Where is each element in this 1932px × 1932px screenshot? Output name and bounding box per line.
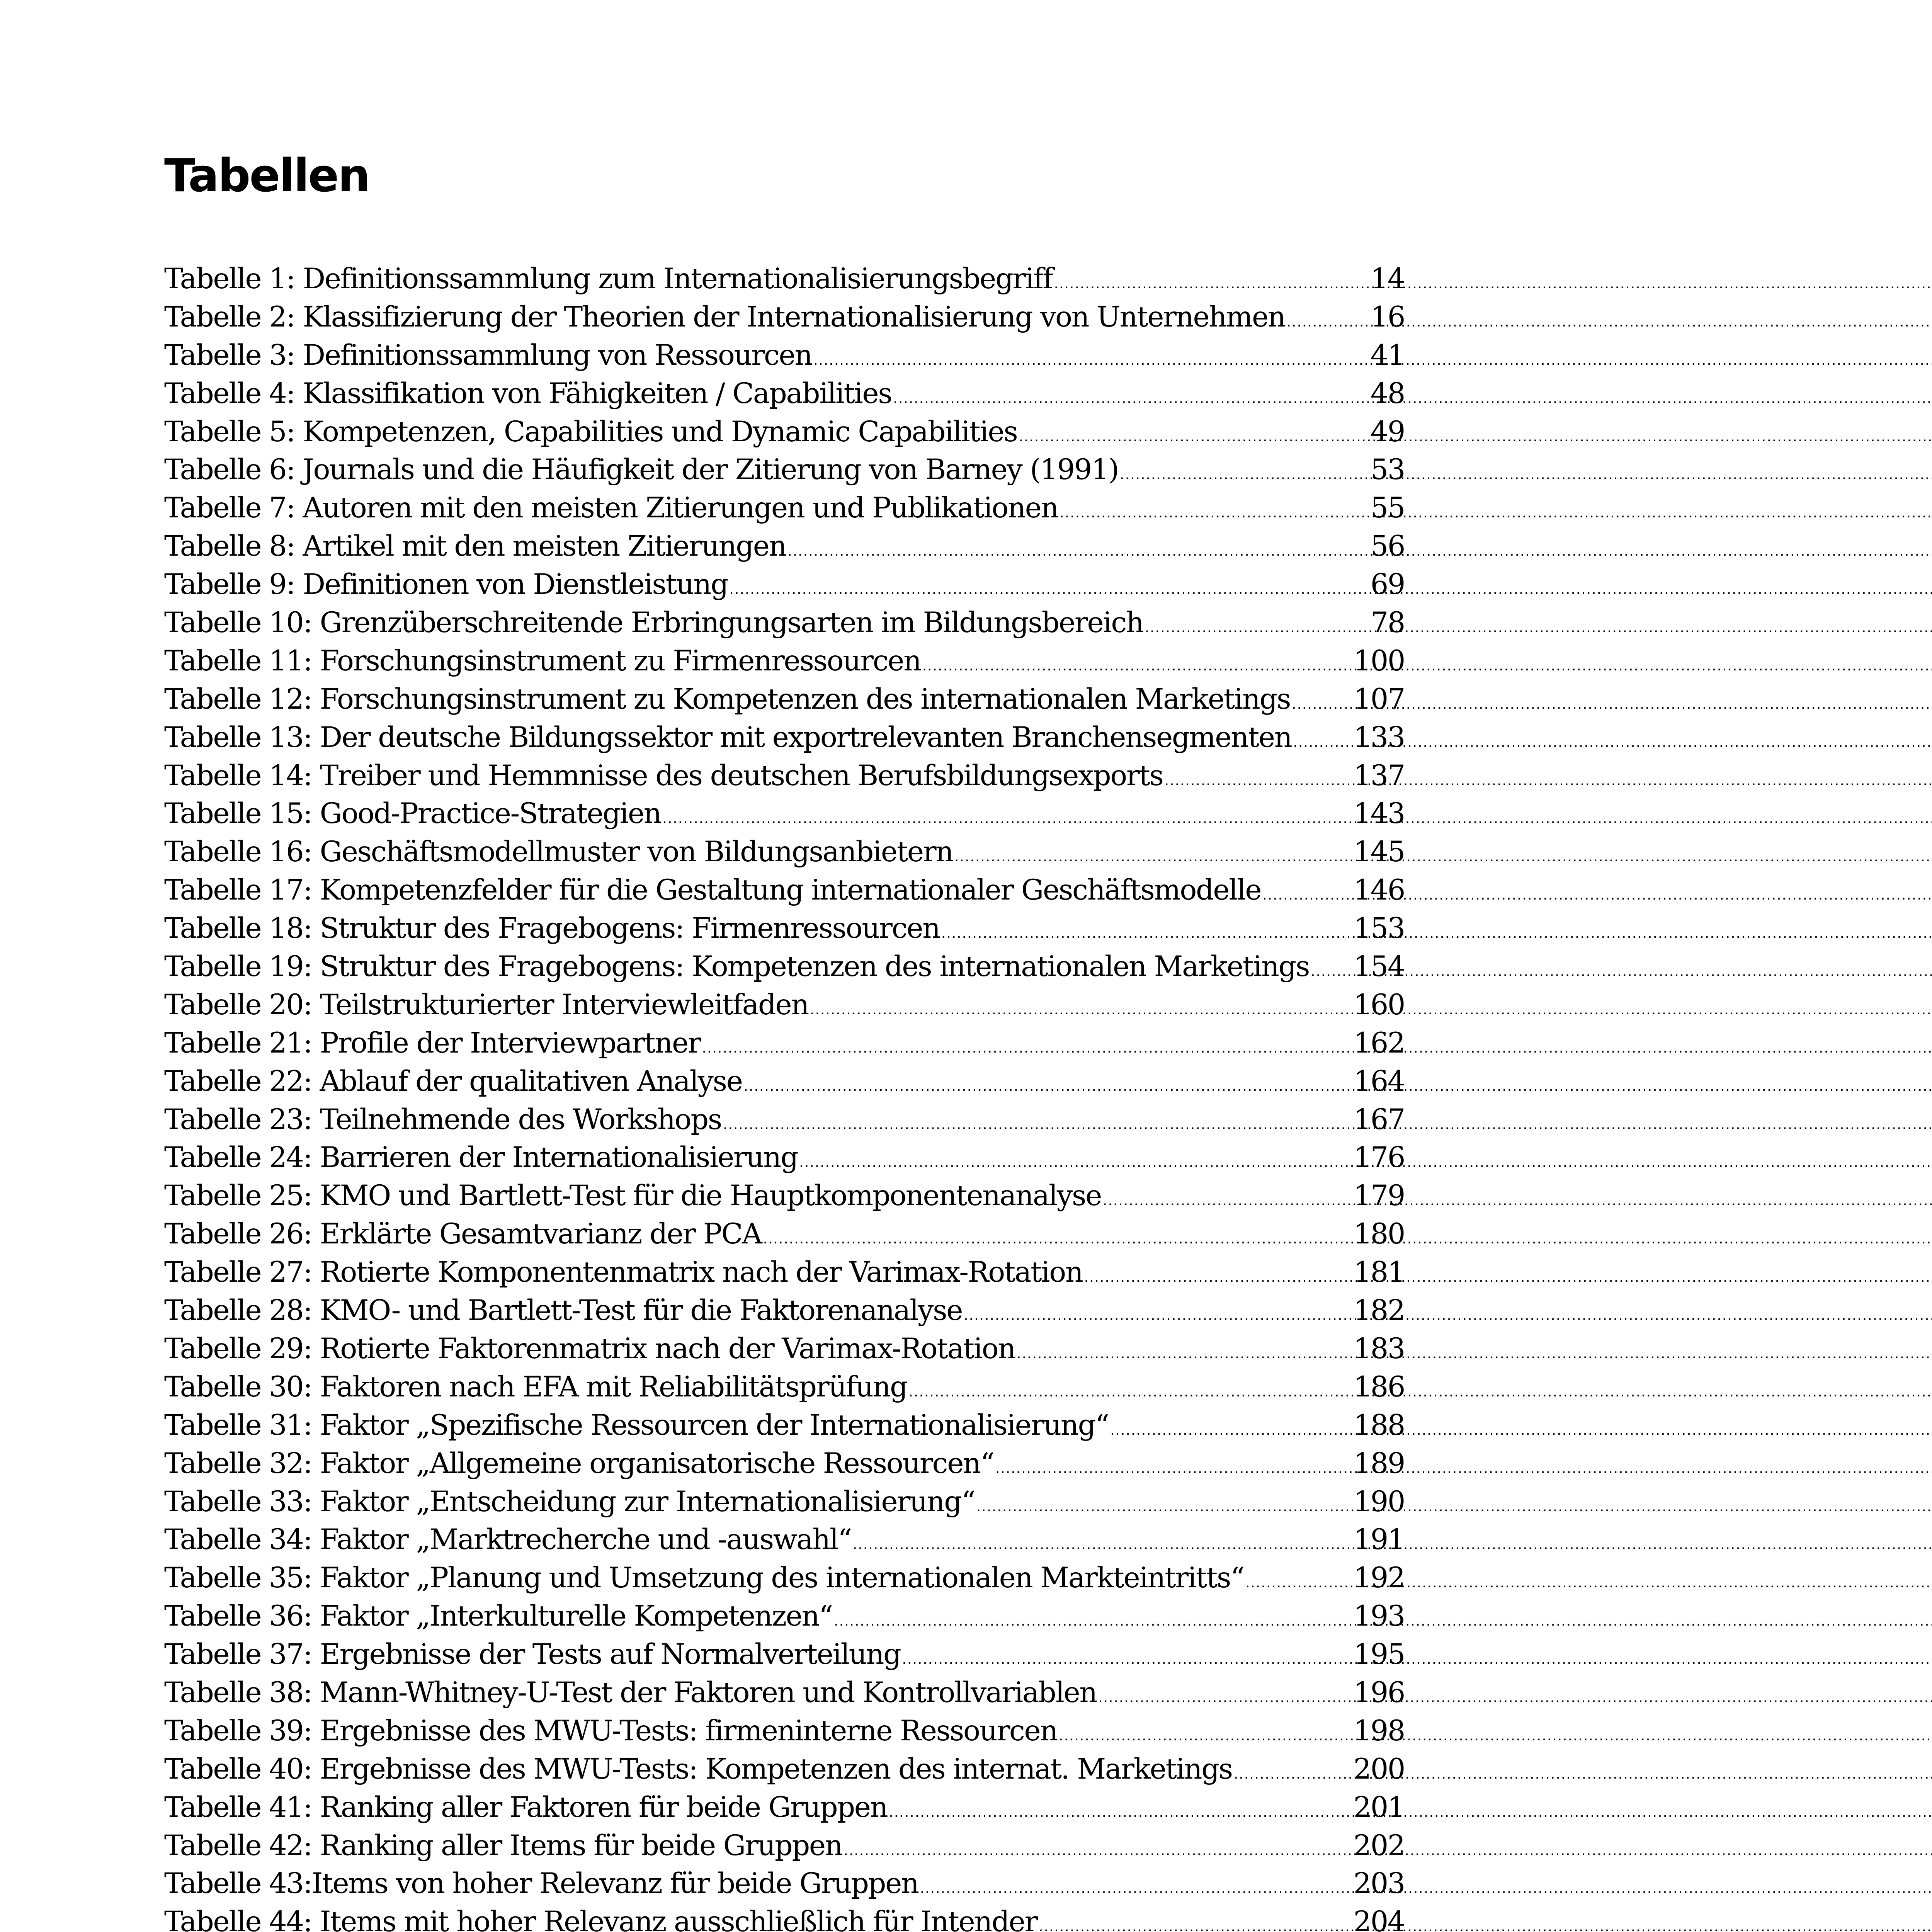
toc-entry-page-number: 202 <box>1353 1829 1405 1862</box>
toc-entry-label: Tabelle 31: Faktor „Spezifische Ressourcen der Internationalisierung“ <box>164 1408 1109 1442</box>
toc-entry-page-number: 56 <box>1370 530 1405 563</box>
toc-entry-label: Tabelle 4: Klassifikation von Fähigkeiten / Capabilities <box>164 377 892 410</box>
toc-entry-label: Tabelle 23: Teilnehmende des Workshops <box>164 1103 721 1136</box>
dot-leader <box>1262 888 1352 902</box>
dot-leader <box>1165 774 1352 788</box>
toc-entry-page-number: 100 <box>1353 644 1405 677</box>
toc-entry-label: Tabelle 24: Barrieren der Internationalisierung <box>164 1141 798 1174</box>
dot-leader <box>702 1041 1352 1055</box>
toc-entry[interactable] <box>164 799 1405 838</box>
toc-entry[interactable] <box>164 914 1405 952</box>
toc-entry[interactable] <box>164 1714 1405 1755</box>
toc-entry-page-number: 16 <box>1370 300 1405 333</box>
dot-leader <box>1059 1729 1352 1743</box>
toc-entry-label: Tabelle 36: Faktor „Interkulturelle Kompetenzen“ <box>164 1600 833 1633</box>
toc-entry-label: Tabelle 8: Artikel mit den meisten Zitierungen <box>164 530 786 563</box>
dot-leader <box>1017 1347 1352 1361</box>
dot-leader <box>1293 736 1352 750</box>
toc-entry-page-number: 203 <box>1353 1867 1405 1900</box>
toc-entry-page-number: 41 <box>1370 338 1405 372</box>
toc-entry[interactable] <box>164 1296 1405 1335</box>
dot-leader <box>889 1806 1352 1820</box>
toc-entry[interactable] <box>164 1067 1405 1105</box>
dot-leader <box>663 812 1352 826</box>
toc-entry-label: Tabelle 2: Klassifizierung der Theorien der Internationalisierung von Unternehmen <box>164 300 1285 333</box>
dot-leader <box>1287 315 1369 329</box>
dot-leader <box>941 927 1352 940</box>
toc-entry-label: Tabelle 1: Definitionssammlung zum Internationalisierungsbegriff <box>164 262 1053 295</box>
toc-entry-label: Tabelle 25: KMO und Bartlett-Test für die Hauptkomponentenanalyse <box>164 1179 1102 1213</box>
toc-entry-page-number: 137 <box>1353 759 1405 792</box>
dot-leader <box>787 544 1369 558</box>
dot-leader <box>1054 277 1369 291</box>
toc-entry[interactable] <box>164 1869 1405 1908</box>
toc-entry-page-number: 193 <box>1353 1600 1405 1633</box>
toc-entry-page-number: 182 <box>1353 1294 1405 1327</box>
toc-entry-label: Tabelle 10: Grenzüberschreitende Erbringungsarten im Bildungsbereich <box>164 606 1143 639</box>
toc-entry[interactable] <box>164 415 1405 456</box>
toc-entry-label: Tabelle 29: Rotierte Faktorenmatrix nach der Varimax-Rotation <box>164 1332 1015 1365</box>
toc-entry-page-number: 181 <box>1353 1256 1405 1289</box>
toc-entry-page-number: 190 <box>1353 1485 1405 1518</box>
toc-entry[interactable] <box>164 1793 1405 1832</box>
toc-entry-page-number: 49 <box>1370 415 1405 448</box>
toc-entry[interactable] <box>164 759 1405 800</box>
toc-entry-label: Tabelle 26: Erklärte Gesamtvarianz der PCA <box>164 1218 762 1251</box>
toc-entry[interactable] <box>164 1143 1405 1182</box>
toc-entry-page-number: 146 <box>1353 874 1405 907</box>
toc-entry-label: Tabelle 42: Ranking aller Items für beide Gruppen <box>164 1829 842 1862</box>
toc-entry-label: Tabelle 30: Faktoren nach EFA mit Reliabilitätsprüfung <box>164 1370 907 1403</box>
page-title: Tabellen <box>164 149 369 202</box>
dot-leader <box>1103 1194 1352 1208</box>
dot-leader <box>1019 430 1369 444</box>
toc-entry[interactable] <box>164 952 1405 991</box>
toc-entry-label: Tabelle 28: KMO- und Bartlett-Test für die Faktorenanalyse <box>164 1294 963 1327</box>
toc-entry[interactable] <box>164 1370 1405 1411</box>
toc-entry-label: Tabelle 7: Autoren mit den meisten Zitierungen und Publikationen <box>164 492 1058 525</box>
dot-leader <box>744 1080 1352 1094</box>
toc-entry-label: Tabelle 16: Geschäftsmodellmuster von Bildungsanbietern <box>164 835 953 869</box>
dot-leader <box>813 354 1369 367</box>
toc-entry[interactable] <box>164 644 1405 685</box>
toc-entry-page-number: 201 <box>1353 1791 1405 1824</box>
toc-entry-label: Tabelle 44: Items mit hoher Relevanz ausschließlich für Intender <box>164 1905 1037 1932</box>
toc-entry[interactable] <box>164 988 1405 1029</box>
toc-entry[interactable] <box>164 262 1405 303</box>
toc-entry-page-number: 78 <box>1370 606 1405 639</box>
dot-leader <box>893 392 1369 406</box>
toc-entry[interactable] <box>164 1179 1405 1220</box>
toc-entry[interactable] <box>164 300 1405 341</box>
toc-entry-page-number: 154 <box>1353 950 1405 983</box>
toc-entry-label: Tabelle 20: Teilstrukturierter Interviewleitfaden <box>164 988 809 1021</box>
toc-entry-page-number: 145 <box>1353 835 1405 869</box>
toc-entry-label: Tabelle 19: Struktur des Fragebogens: Kompetenzen des internationalen Marketings <box>164 950 1310 983</box>
dot-leader <box>954 850 1352 864</box>
toc-entry-label: Tabelle 9: Definitionen von Dienstleistung <box>164 568 728 601</box>
toc-entry-label: Tabelle 21: Profile der Interviewpartner <box>164 1026 701 1060</box>
toc-entry-label: Tabelle 35: Faktor „Planung und Umsetzung des internationalen Markteintritts“ <box>164 1561 1244 1595</box>
dot-leader <box>844 1844 1352 1858</box>
dot-leader <box>730 583 1369 597</box>
toc-entry[interactable] <box>164 835 1405 876</box>
dot-leader <box>922 659 1352 673</box>
dot-leader <box>853 1538 1352 1552</box>
toc-entry-label: Tabelle 41: Ranking aller Faktoren für beide Gruppen <box>164 1791 888 1824</box>
dot-leader <box>1120 468 1369 482</box>
dot-leader <box>976 1500 1352 1514</box>
toc-entry-label: Tabelle 12: Forschungsinstrument zu Kompetenzen des internationalen Marketings <box>164 682 1291 716</box>
toc-entry[interactable] <box>164 570 1405 609</box>
toc-entry-label: Tabelle 15: Good-Practice-Strategien <box>164 797 661 830</box>
toc-entry-page-number: 188 <box>1353 1408 1405 1442</box>
toc-entry-page-number: 196 <box>1353 1676 1405 1709</box>
toc-entry-label: Tabelle 14: Treiber und Hemmnisse des deutschen Berufsbildungsexports <box>164 759 1163 792</box>
toc-entry[interactable] <box>164 1258 1405 1296</box>
toc-entry-page-number: 204 <box>1353 1905 1405 1932</box>
toc-entry-label: Tabelle 43:Items von hoher Relevanz für beide Gruppen <box>164 1867 918 1900</box>
toc-entry-page-number: 198 <box>1353 1714 1405 1747</box>
dot-leader <box>1060 506 1369 520</box>
toc-entry[interactable] <box>164 1105 1405 1144</box>
toc-entry-page-number: 167 <box>1353 1103 1405 1136</box>
toc-entry-label: Tabelle 37: Ergebnisse der Tests auf Normalverteilung <box>164 1638 901 1671</box>
toc-entry-page-number: 189 <box>1353 1447 1405 1480</box>
toc-entry-page-number: 48 <box>1370 377 1405 410</box>
dot-leader <box>909 1385 1352 1399</box>
toc-entry-page-number: 200 <box>1353 1752 1405 1786</box>
toc-entry[interactable] <box>164 379 1405 418</box>
toc-entry[interactable] <box>164 1026 1405 1067</box>
toc-entry[interactable] <box>164 1676 1405 1717</box>
toc-entry[interactable] <box>164 1449 1405 1488</box>
toc-entry[interactable] <box>164 1485 1405 1526</box>
toc-entry[interactable] <box>164 682 1405 723</box>
toc-entry-page-number: 179 <box>1353 1179 1405 1213</box>
toc-entry[interactable] <box>164 453 1405 494</box>
toc-entry-label: Tabelle 32: Faktor „Allgemeine organisatorische Ressourcen“ <box>164 1447 994 1480</box>
toc-entry[interactable] <box>164 1905 1405 1932</box>
toc-entry[interactable] <box>164 1332 1405 1373</box>
toc-entry[interactable] <box>164 723 1405 762</box>
toc-entry-label: Tabelle 11: Forschungsinstrument zu Firmenressourcen <box>164 644 921 677</box>
dot-leader <box>834 1614 1352 1628</box>
table-list <box>164 262 1405 1932</box>
toc-entry-page-number: 176 <box>1353 1141 1405 1174</box>
toc-entry-label: Tabelle 3: Definitionssammlung von Ressourcen <box>164 338 812 372</box>
toc-entry-label: Tabelle 33: Faktor „Entscheidung zur Internationalisierung“ <box>164 1485 975 1518</box>
toc-entry-page-number: 183 <box>1353 1332 1405 1365</box>
toc-entry-page-number: 192 <box>1353 1561 1405 1595</box>
toc-entry[interactable] <box>164 1523 1405 1564</box>
toc-entry[interactable] <box>164 1640 1405 1679</box>
toc-entry-page-number: 143 <box>1353 797 1405 830</box>
toc-entry-page-number: 191 <box>1353 1523 1405 1556</box>
toc-entry-label: Tabelle 34: Faktor „Marktrecherche und -auswahl“ <box>164 1523 851 1556</box>
dot-leader <box>1234 1767 1352 1781</box>
toc-entry[interactable] <box>164 1220 1405 1258</box>
toc-entry[interactable] <box>164 532 1405 570</box>
dot-leader <box>1084 1270 1352 1284</box>
dot-leader <box>920 1882 1352 1896</box>
toc-entry-label: Tabelle 18: Struktur des Fragebogens: Firmenressourcen <box>164 912 940 945</box>
dot-leader <box>1110 1423 1352 1437</box>
toc-entry-page-number: 55 <box>1370 492 1405 525</box>
toc-entry-page-number: 186 <box>1353 1370 1405 1403</box>
dot-leader <box>1039 1920 1352 1932</box>
toc-entry-label: Tabelle 39: Ergebnisse des MWU-Tests: firmeninterne Ressourcen <box>164 1714 1058 1747</box>
dot-leader <box>763 1232 1352 1246</box>
toc-entry-label: Tabelle 27: Rotierte Komponentenmatrix nach der Varimax-Rotation <box>164 1256 1083 1289</box>
toc-entry[interactable] <box>164 1561 1405 1602</box>
toc-entry[interactable] <box>164 606 1405 647</box>
toc-entry-page-number: 133 <box>1353 721 1405 754</box>
toc-entry-page-number: 164 <box>1353 1065 1405 1098</box>
dot-leader <box>1145 621 1369 635</box>
toc-entry-page-number: 14 <box>1370 262 1405 295</box>
toc-entry-label: Tabelle 13: Der deutsche Bildungssektor mit exportrelevanten Branchensegmenten <box>164 721 1292 754</box>
toc-entry-label: Tabelle 5: Kompetenzen, Capabilities und Dynamic Capabilities <box>164 415 1017 448</box>
toc-entry-label: Tabelle 38: Mann-Whitney-U-Test der Faktoren und Kontrollvariablen <box>164 1676 1097 1709</box>
dot-leader <box>995 1462 1352 1476</box>
dot-leader <box>964 1309 1352 1323</box>
dot-leader <box>810 1003 1352 1017</box>
toc-entry-label: Tabelle 22: Ablauf der qualitativen Analyse <box>164 1065 742 1098</box>
dot-leader <box>723 1118 1352 1132</box>
dot-leader <box>1098 1691 1352 1705</box>
toc-entry[interactable] <box>164 494 1405 532</box>
toc-entry[interactable] <box>164 1408 1405 1449</box>
dot-leader <box>902 1653 1352 1667</box>
toc-entry-page-number: 153 <box>1353 912 1405 945</box>
toc-entry[interactable] <box>164 1829 1405 1870</box>
toc-entry-page-number: 107 <box>1353 682 1405 716</box>
toc-entry-page-number: 53 <box>1370 453 1405 486</box>
dot-leader <box>799 1156 1352 1170</box>
toc-entry-label: Tabelle 6: Journals und die Häufigkeit der Zitierung von Barney (1991) <box>164 453 1119 486</box>
toc-entry[interactable] <box>164 1752 1405 1793</box>
toc-entry[interactable] <box>164 1602 1405 1640</box>
dot-leader <box>1245 1576 1352 1590</box>
toc-entry-page-number: 69 <box>1370 568 1405 601</box>
toc-entry[interactable] <box>164 876 1405 914</box>
toc-entry[interactable] <box>164 338 1405 379</box>
dot-leader <box>1311 965 1352 979</box>
toc-entry-page-number: 160 <box>1353 988 1405 1021</box>
toc-entry-page-number: 180 <box>1353 1218 1405 1251</box>
toc-entry-page-number: 162 <box>1353 1026 1405 1060</box>
toc-entry-page-number: 195 <box>1353 1638 1405 1671</box>
toc-entry-label: Tabelle 40: Ergebnisse des MWU-Tests: Kompetenzen des internat. Marketings <box>164 1752 1232 1786</box>
toc-entry-label: Tabelle 17: Kompetenzfelder für die Gestaltung internationaler Geschäftsmodelle <box>164 874 1261 907</box>
dot-leader <box>1292 697 1352 711</box>
